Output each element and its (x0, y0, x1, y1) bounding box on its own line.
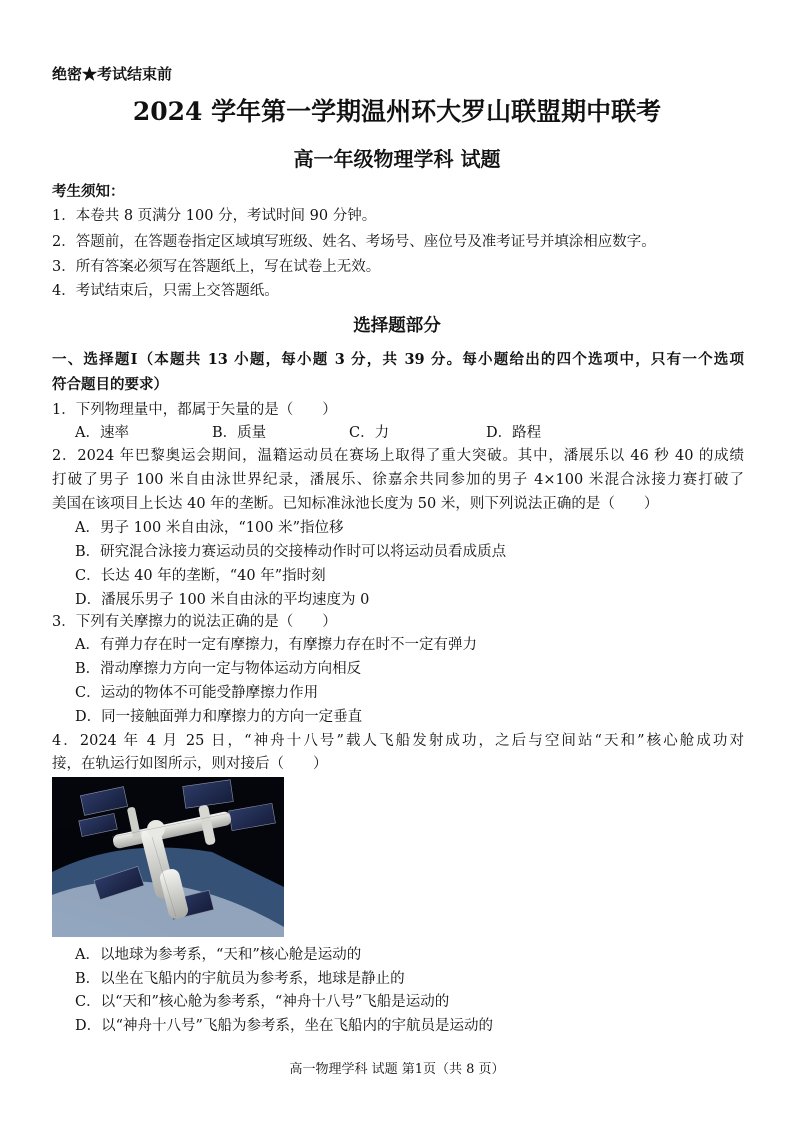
question-2-option-a: A．男子 100 米自由泳，“100 米”指位移 (75, 520, 344, 536)
page-footer: 高一物理学科 试题 第1页（共 8 页） (289, 1062, 505, 1077)
question-4-option-c: C．以“天和”核心舱为参考系，“神舟十八号”飞船是运动的 (75, 994, 450, 1010)
notice-heading: 考生须知： (52, 183, 125, 200)
exam-title: 2024 学年第一学期温州环大罗山联盟期中联考 (132, 97, 662, 126)
question-4-stem: 4．2024 年 4 月 25 日，“神舟十八号”载人飞船发射成功，之后与空间站“天和”核心舱成功对 (52, 733, 744, 749)
question-1-option-b: B．质量 (212, 425, 267, 441)
section-instruction: 一、选择题Ⅰ（本题共 13 小题，每小题 3 分，共 39 分。每小题给出的四个选项中，只有一个选项 (52, 351, 744, 368)
question-3-option-d: D．同一接触面弹力和摩擦力的方向一定垂直 (75, 709, 363, 725)
confidential-label: 绝密★考试结束前 (52, 65, 173, 83)
question-4-option-b: B．以坐在飞船内的宇航员为参考系，地球是静止的 (75, 971, 405, 987)
space-station-illustration (52, 777, 284, 937)
question-1-option-a: A．速率 (75, 425, 129, 441)
question-2-stem-cont: 打破了男子 100 米自由泳世界纪录，潘展乐、徐嘉余共同参加的男子 4×100 米混合泳接力赛打破了 (52, 472, 744, 488)
section-instruction-cont: 符合题目的要求） (52, 376, 168, 393)
question-3-option-a: A．有弹力存在时一定有摩擦力，有摩擦力存在时不一定有弹力 (75, 637, 477, 653)
question-4-option-a: A．以地球为参考系，“天和”核心舱是运动的 (75, 947, 362, 963)
question-3-stem: 3．下列有关摩擦力的说法正确的是（ ） (52, 614, 337, 630)
question-4-stem-cont: 接，在轨运行如图所示，则对接后（ ） (52, 756, 328, 772)
exam-subtitle: 高一年级物理学科 试题 (293, 147, 501, 171)
question-2-stem-cont: 美国在该项目上长达 40 年的垄断。已知标准泳池长度为 50 米，则下列说法正确的是（ ） (52, 496, 659, 512)
question-3-option-b: B．滑动摩擦力方向一定与物体运动方向相反 (75, 661, 362, 677)
question-3-option-c: C．运动的物体不可能受静摩擦力作用 (75, 685, 319, 701)
question-1-option-d: D．路程 (486, 425, 542, 441)
question-4-option-d: D．以“神舟十八号”飞船为参考系，坐在飞船内的宇航员是运动的 (75, 1018, 493, 1034)
notice-item: 1．本卷共 8 页满分 100 分，考试时间 90 分钟。 (52, 208, 377, 224)
notice-item: 2．答题前，在答题卷指定区域填写班级、姓名、考场号、座位号及准考证号并填涂相应数字。 (52, 234, 656, 250)
space-station-photo (52, 777, 284, 937)
question-2-option-c: C．长达 40 年的垄断，“40 年”指时刻 (75, 568, 326, 584)
question-2-option-d: D．潘展乐男子 100 米自由泳的平均速度为 0 (75, 592, 370, 608)
question-2-stem: 2．2024 年巴黎奥运会期间，温籍运动员在赛场上取得了重大突破。其中，潘展乐以 46 秒 40 的成绩 (52, 448, 744, 464)
section-title: 选择题部分 (353, 316, 441, 336)
notice-item: 3．所有答案必须写在答题纸上，写在试卷上无效。 (52, 259, 381, 275)
question-2-option-b: B．研究混合泳接力赛运动员的交接棒动作时可以将运动员看成质点 (75, 544, 507, 560)
notice-item: 4．考试结束后，只需上交答题纸。 (52, 283, 279, 299)
question-1-option-c: C．力 (349, 425, 390, 441)
question-1-stem: 1．下列物理量中，都属于矢量的是（ ） (52, 402, 337, 418)
